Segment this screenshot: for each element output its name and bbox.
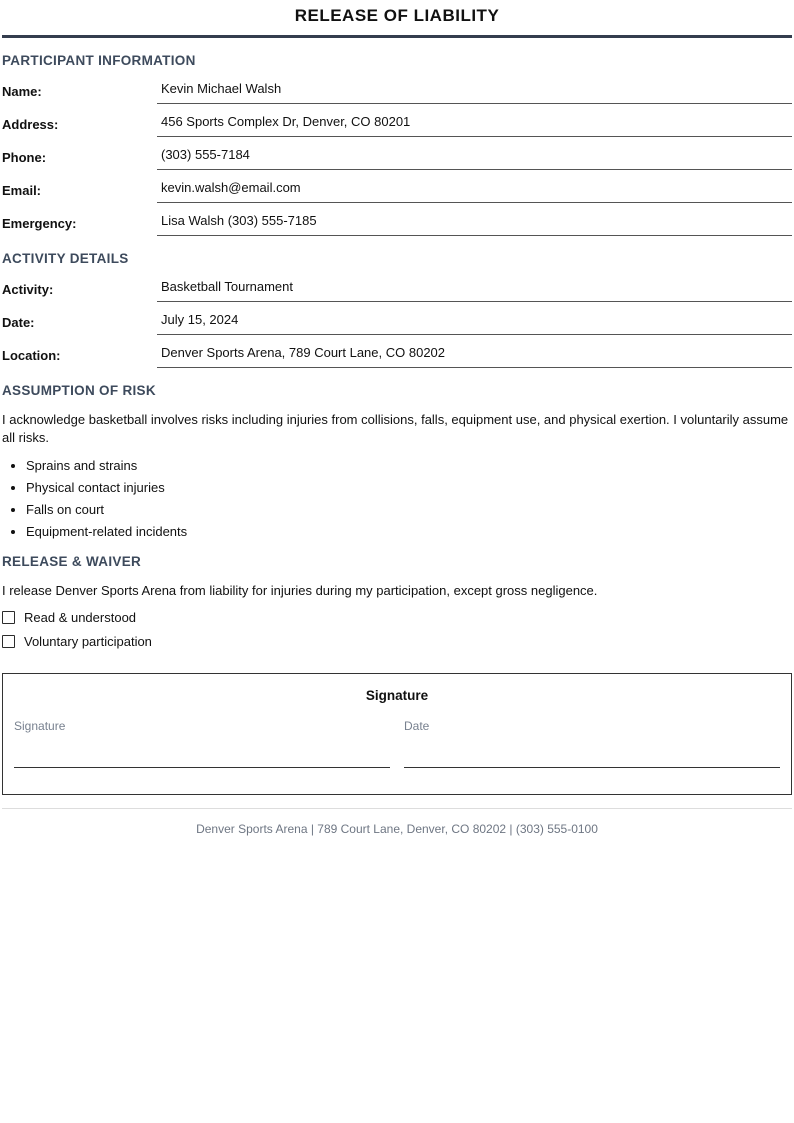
risk-bullet-item: • Physical contact injuries	[26, 480, 792, 495]
waiver-section-heading: RELEASE & WAIVER	[2, 554, 142, 570]
section-assumption-of-risk	[2, 383, 792, 539]
name-label: Name:	[2, 84, 42, 99]
location-label: Location:	[2, 348, 61, 363]
field-row-email	[2, 180, 792, 203]
title-divider	[2, 35, 792, 38]
signature-box	[2, 673, 792, 795]
read-understood-label: Read & understood	[24, 609, 137, 625]
section-release-waiver	[2, 554, 792, 649]
phone-value: (303) 555-7184	[157, 147, 792, 170]
field-row-activity	[2, 279, 792, 302]
risk-bullet-item: • Falls on court	[26, 502, 792, 517]
section-activity-details	[2, 251, 792, 368]
activity-value: Basketball Tournament	[157, 279, 792, 302]
name-value: Kevin Michael Walsh	[157, 81, 792, 104]
signature-columns	[14, 719, 780, 768]
signature-field-label: Signature	[14, 718, 66, 733]
page-footer	[2, 808, 792, 836]
emergency-value: Lisa Walsh (303) 555-7185	[157, 213, 792, 236]
field-row-name	[2, 81, 792, 104]
signature-column	[14, 719, 390, 768]
date-column	[404, 719, 780, 768]
activity-section-heading: ACTIVITY DETAILS	[2, 251, 129, 266]
checkbox-row-voluntary-participation	[2, 634, 792, 649]
activity-label: Activity:	[2, 282, 54, 297]
risk-bullet-list	[26, 458, 792, 539]
field-row-phone	[2, 147, 792, 170]
phone-label: Phone:	[2, 150, 47, 165]
risk-section-heading: ASSUMPTION OF RISK	[2, 383, 156, 398]
risk-bullet-item: • Equipment-related incidents	[26, 524, 792, 539]
date-field-label: Date	[404, 718, 430, 733]
signature-box-title: Signature	[365, 687, 429, 703]
date-value: July 15, 2024	[157, 312, 792, 335]
signature-line[interactable]	[14, 767, 390, 768]
footer-text: Denver Sports Arena | 789 Court Lane, Denver, CO 80202 | (303) 555-0100	[196, 821, 598, 836]
voluntary-participation-label: Voluntary participation	[24, 633, 152, 649]
voluntary-participation-checkbox[interactable]	[2, 635, 15, 648]
field-row-emergency	[2, 213, 792, 236]
address-value: 456 Sports Complex Dr, Denver, CO 80201	[157, 114, 792, 137]
risk-bullet-item: • Sprains and strains	[26, 458, 792, 473]
email-value: kevin.walsh@email.com	[157, 180, 792, 203]
field-row-location	[2, 345, 792, 368]
email-label: Email:	[2, 183, 42, 198]
section-participant-information	[2, 53, 792, 236]
emergency-label: Emergency:	[2, 216, 77, 231]
address-label: Address:	[2, 117, 59, 132]
waiver-paragraph: I release Denver Sports Arena from liability for injuries during my participation, except gross negligence.	[2, 583, 598, 599]
date-label: Date:	[2, 315, 35, 330]
location-value: Denver Sports Arena, 789 Court Lane, CO 80202	[157, 345, 792, 368]
risk-paragraph: I acknowledge basketball involves risks including injuries from collisions, falls, equipment use, and physical exertion. I voluntarily assume all risks.	[2, 412, 789, 445]
field-row-address	[2, 114, 792, 137]
participant-section-heading: PARTICIPANT INFORMATION	[2, 53, 196, 68]
page-title: RELEASE OF LIABILITY	[294, 6, 500, 25]
read-understood-checkbox[interactable]	[2, 611, 15, 624]
date-line[interactable]	[404, 767, 780, 768]
checkbox-row-read-understood	[2, 610, 792, 625]
field-row-date	[2, 312, 792, 335]
